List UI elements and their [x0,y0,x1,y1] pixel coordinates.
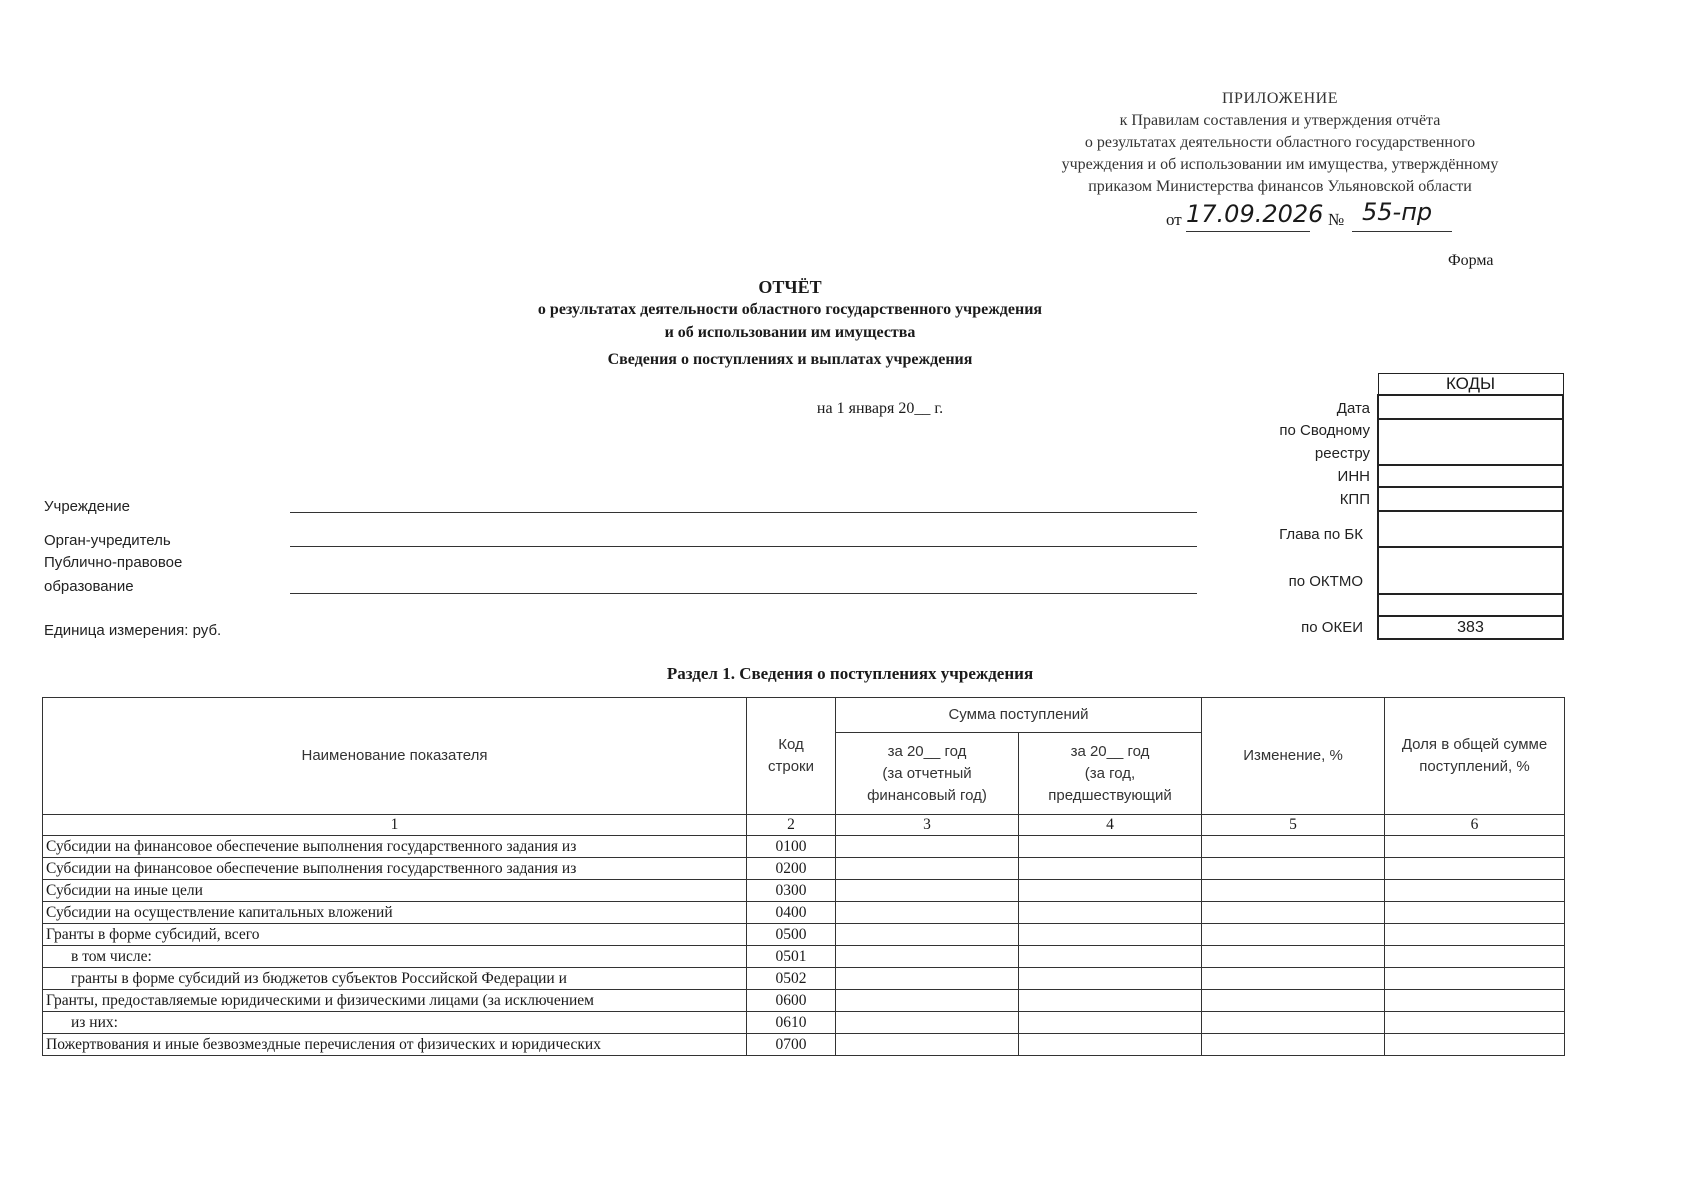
cell-change[interactable] [1202,968,1385,990]
appendix-line: к Правилам составления и утверждения отчёта [1119,112,1441,129]
header-col4-line: (за год, [1084,764,1136,782]
code-cell-date[interactable] [1378,395,1563,419]
report-subtitle: о результатах деятельности областного государственного учреждения [537,301,1043,318]
cell-share[interactable] [1385,902,1565,924]
cell-reporting-year[interactable] [836,880,1019,902]
report-title: ОТЧЁТ [758,277,822,297]
row-code: 0100 [747,836,836,858]
cell-share[interactable] [1385,1034,1565,1056]
cell-previous-year[interactable] [1019,946,1202,968]
cell-change[interactable] [1202,924,1385,946]
number-sign: № [1328,210,1345,229]
row-name: Субсидии на финансовое обеспечение выполнения государственного задания из [43,836,747,858]
institution-field[interactable] [290,512,1197,513]
handwritten-date: 17.09.2026 [1186,200,1324,228]
row-name: Субсидии на осуществление капитальных вложений [43,902,747,924]
row-name: Пожертвования и иные безвозмездные перечисления от физических и юридических [43,1034,747,1056]
cell-previous-year[interactable] [1019,968,1202,990]
table-row [43,946,1565,968]
column-number: 4 [1019,815,1202,836]
table-row [43,968,1565,990]
cell-previous-year[interactable] [1019,880,1202,902]
code-cell-kpp[interactable] [1378,487,1563,511]
header-sum: Сумма поступлений [836,698,1202,733]
label-inn: ИНН [1337,468,1370,485]
cell-previous-year[interactable] [1019,902,1202,924]
cell-change[interactable] [1202,880,1385,902]
cell-previous-year[interactable] [1019,836,1202,858]
receipts-table [42,697,1565,1056]
row-name: Субсидии на иные цели [43,880,747,902]
approval-date-line [1152,198,1692,234]
table-row [43,858,1565,880]
cell-previous-year[interactable] [1019,924,1202,946]
handwritten-number: 55-пр [1362,198,1433,226]
row-code: 0501 [747,946,836,968]
form-label: Форма [1448,252,1494,269]
row-code: 0610 [747,1012,836,1034]
row-code: 0200 [747,858,836,880]
number-underline [1352,231,1452,232]
section1-title: Раздел 1. Сведения о поступлениях учреждения [666,664,1034,683]
row-code: 0300 [747,880,836,902]
label-oktmo: по ОКТМО [1288,573,1363,590]
label-registry-2: реестру [1314,445,1370,462]
label-date: Дата [1336,400,1370,417]
row-name: в том числе: [43,946,747,968]
table-row [43,880,1565,902]
cell-reporting-year[interactable] [836,968,1019,990]
row-code: 0600 [747,990,836,1012]
cell-previous-year[interactable] [1019,1012,1202,1034]
cell-share[interactable] [1385,858,1565,880]
appendix-line: о результатах деятельности областного государственного [1084,134,1476,151]
row-code: 0700 [747,1034,836,1056]
cell-change[interactable] [1202,836,1385,858]
code-cell-inn[interactable] [1378,465,1563,487]
row-name: из них: [43,1012,747,1034]
table-row [43,836,1565,858]
cell-share[interactable] [1385,880,1565,902]
code-cell-registry[interactable] [1378,419,1563,465]
cell-share[interactable] [1385,990,1565,1012]
header-name: Наименование показателя [43,698,747,815]
cell-share[interactable] [1385,924,1565,946]
cell-previous-year[interactable] [1019,1034,1202,1056]
report-title-block [410,276,1170,372]
codes-header: КОДЫ [1378,374,1563,396]
row-name: гранты в форме субсидий из бюджетов субъектов Российской Федерации и [43,968,747,990]
row-code: 0502 [747,968,836,990]
cell-reporting-year[interactable] [836,836,1019,858]
label-public-entity-2: образование [44,578,134,595]
date-prefix: от [1166,210,1182,229]
cell-change[interactable] [1202,1034,1385,1056]
label-founder: Орган-учредитель [44,532,171,549]
header-code-line: строки [768,758,814,775]
public-entity-field[interactable] [290,593,1197,594]
codes-table [1377,373,1564,640]
column-number: 6 [1385,815,1565,836]
cell-change[interactable] [1202,990,1385,1012]
cell-reporting-year[interactable] [836,858,1019,880]
header-code [747,698,836,815]
cell-change[interactable] [1202,858,1385,880]
table-row [43,924,1565,946]
cell-change[interactable] [1202,946,1385,968]
label-registry-1: по Сводному [1279,422,1370,439]
code-cell-blank[interactable] [1378,594,1563,616]
appendix-line: учреждения и об использовании им имущества, утверждённому [1061,156,1499,173]
column-number: 1 [43,815,747,836]
row-name: Гранты, предоставляемые юридическими и физическими лицами (за исключением [43,990,747,1012]
cell-change[interactable] [1202,902,1385,924]
header-col4 [1019,733,1202,815]
cell-reporting-year[interactable] [836,1012,1019,1034]
column-number: 3 [836,815,1019,836]
header-share-line: поступлений, % [1419,758,1530,775]
date-underline [1186,231,1310,232]
report-section-heading: Сведения о поступлениях и выплатах учреждения [607,351,973,368]
header-col3-line: (за отчетный [882,764,972,782]
label-okei: по ОКЕИ [1301,619,1363,636]
code-cell-oktmo[interactable] [1378,547,1563,594]
cell-previous-year[interactable] [1019,990,1202,1012]
column-number: 5 [1202,815,1385,836]
row-code: 0400 [747,902,836,924]
row-code: 0500 [747,924,836,946]
column-number: 2 [747,815,836,836]
cell-reporting-year[interactable] [836,902,1019,924]
code-cell-glava[interactable] [1378,511,1563,547]
label-kpp: КПП [1339,491,1370,508]
row-name: Гранты в форме субсидий, всего [43,924,747,946]
row-name: Субсидии на финансовое обеспечение выполнения государственного задания из [43,858,747,880]
label-unit: Единица измерения: руб. [44,622,222,639]
header-share-line: Доля в общей сумме [1401,736,1548,753]
cell-share[interactable] [1385,836,1565,858]
code-cell-okei: 383 [1378,616,1563,639]
cell-reporting-year[interactable] [836,946,1019,968]
table-row [43,902,1565,924]
table-row [43,1034,1565,1056]
report-date: на 1 января 20__ г. [816,400,944,417]
appendix-title: ПРИЛОЖЕНИЕ [1221,90,1338,107]
cell-reporting-year[interactable] [836,1034,1019,1056]
label-institution: Учреждение [44,498,130,515]
header-code-line: Код [778,736,804,753]
label-public-entity-1: Публично-правовое [44,554,183,571]
cell-reporting-year[interactable] [836,924,1019,946]
cell-share[interactable] [1385,946,1565,968]
header-share [1385,698,1565,815]
report-subtitle: и об использовании им имущества [664,324,916,341]
appendix-block [1000,88,1560,198]
header-col4-line: предшествующий [1048,786,1172,804]
header-change: Изменение, % [1202,698,1385,815]
cell-share[interactable] [1385,968,1565,990]
header-col3 [836,733,1019,815]
header-col3-line: за 20__ год [887,742,967,760]
cell-previous-year[interactable] [1019,858,1202,880]
label-glava: Глава по БК [1279,526,1363,543]
cell-change[interactable] [1202,1012,1385,1034]
table-row [43,990,1565,1012]
appendix-line: приказом Министерства финансов Ульяновской области [1088,178,1472,195]
cell-reporting-year[interactable] [836,990,1019,1012]
header-col4-line: за 20__ год [1070,742,1150,760]
table-row [43,1012,1565,1034]
founder-field[interactable] [290,546,1197,547]
cell-share[interactable] [1385,1012,1565,1034]
column-numbers-row [43,815,1565,836]
header-col3-line: финансовый год) [867,786,987,804]
